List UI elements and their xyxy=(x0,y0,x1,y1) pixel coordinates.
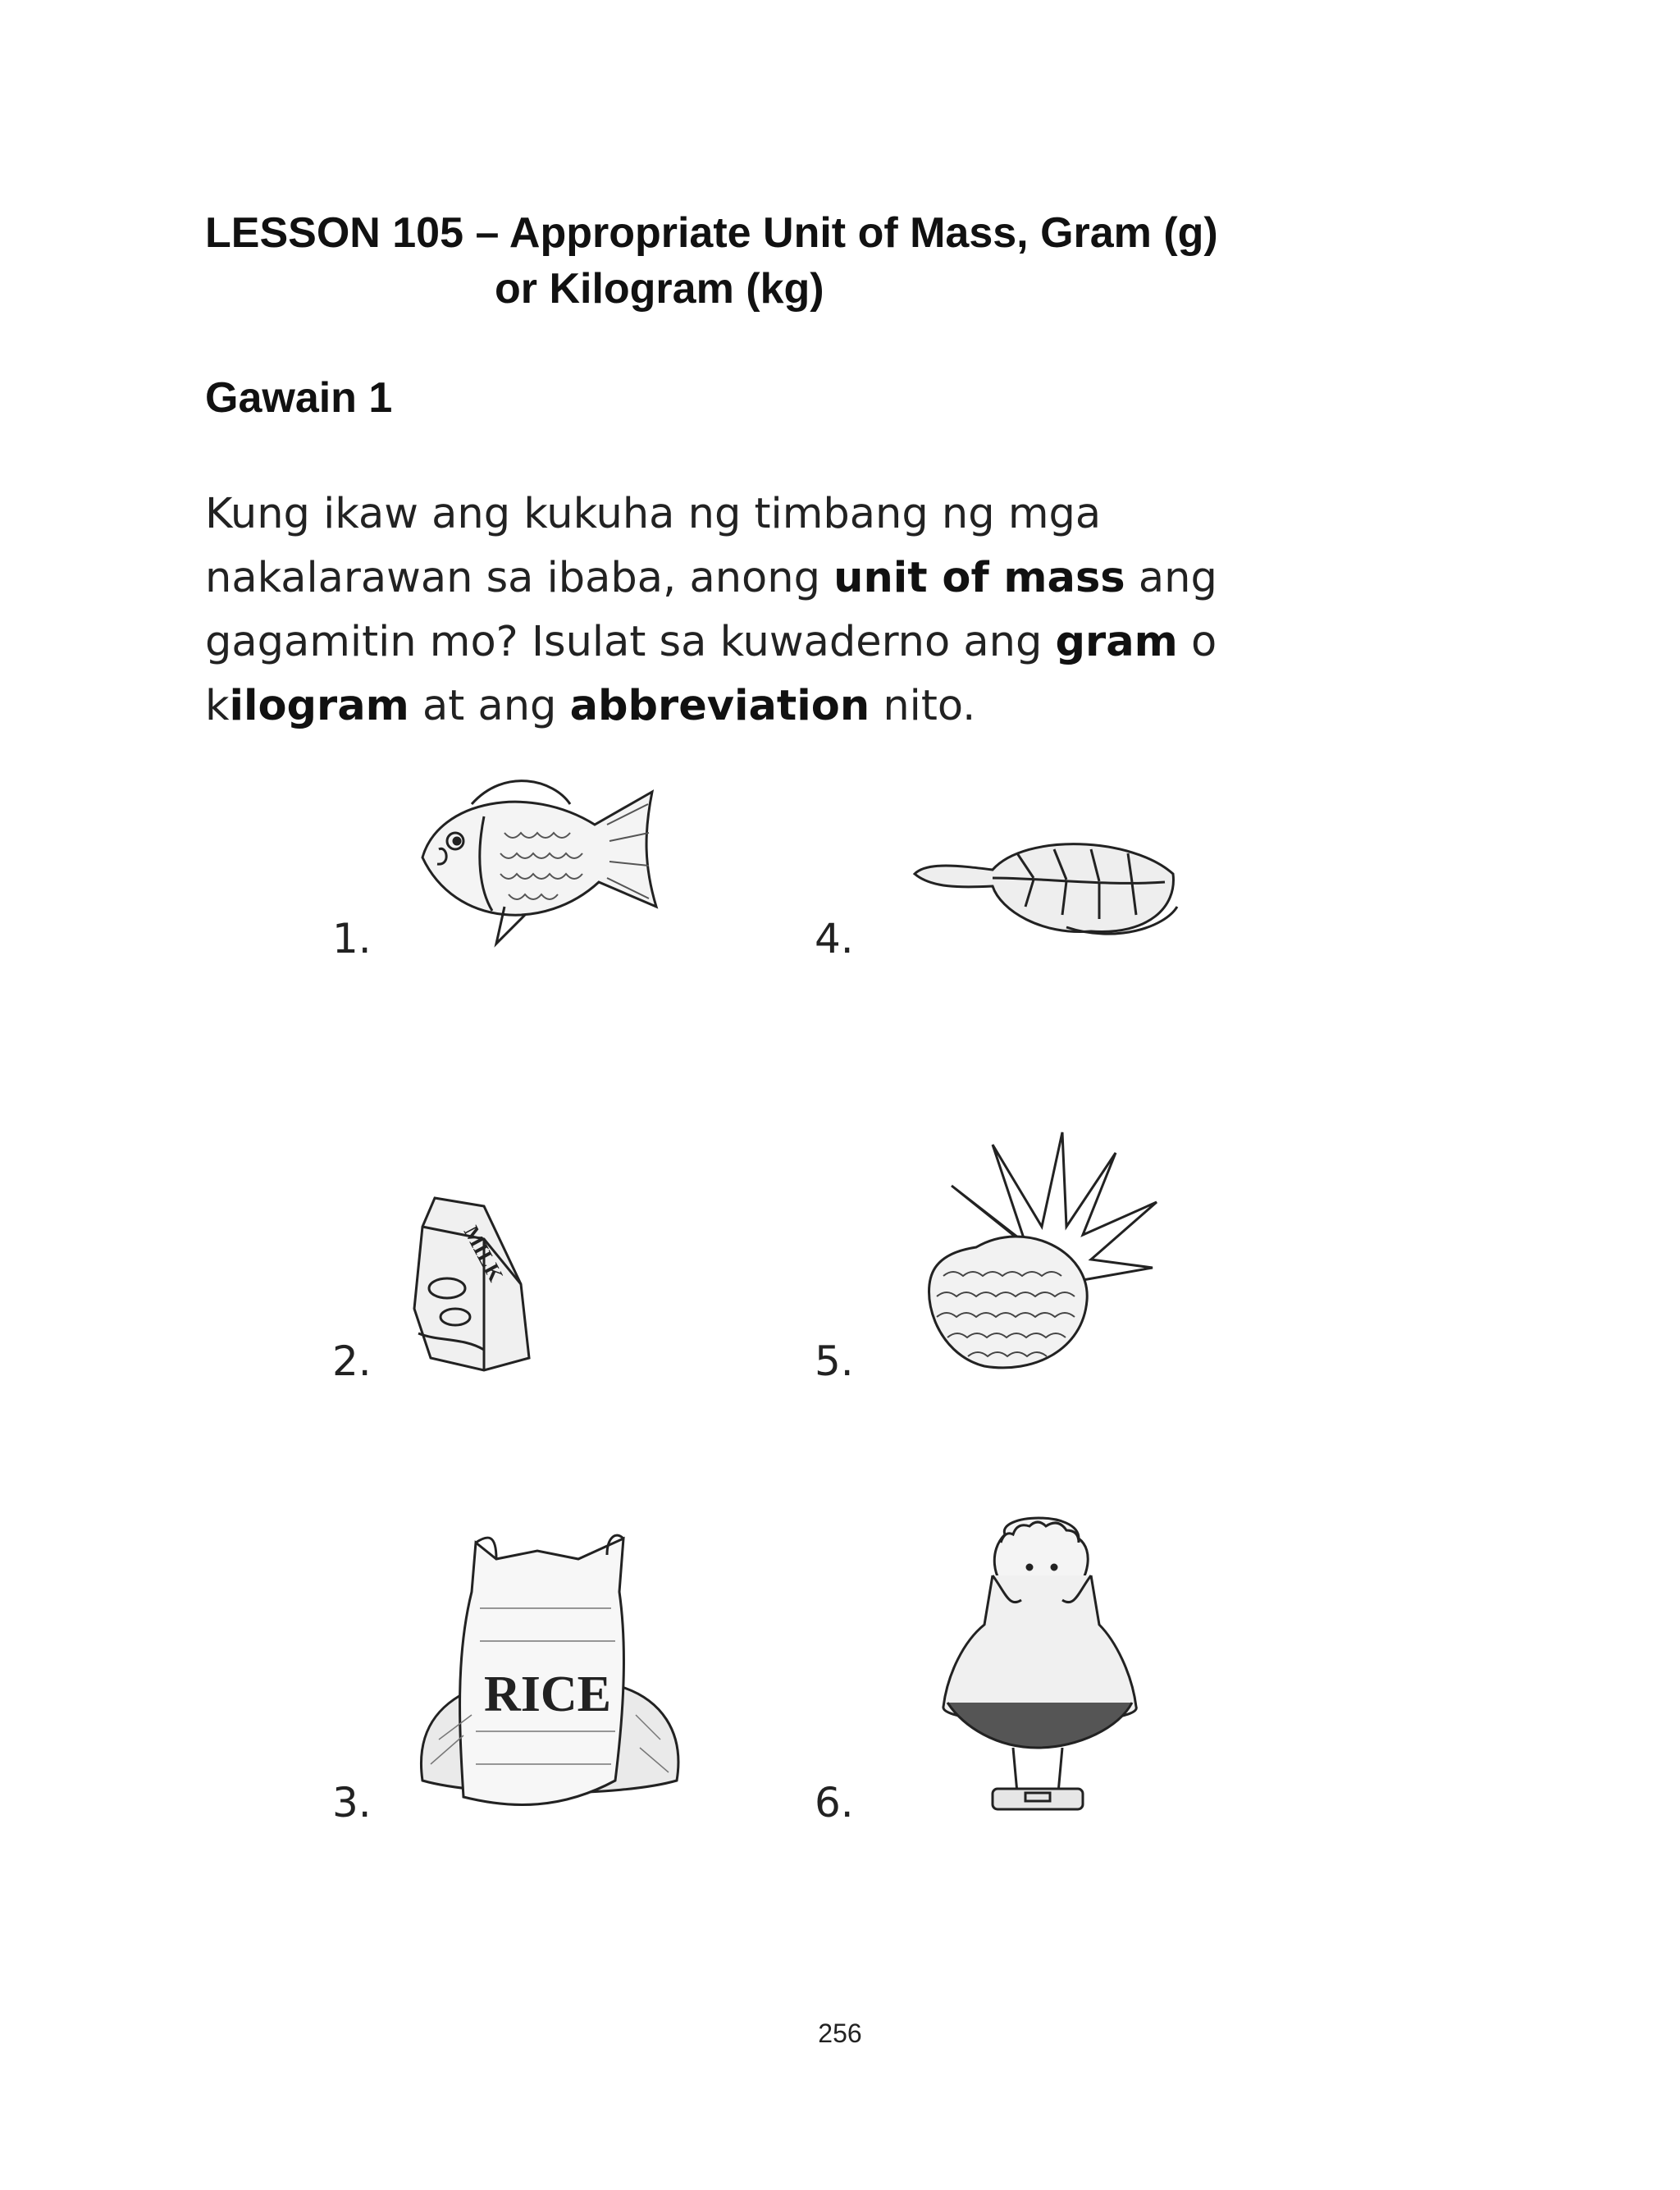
rice-sack-icon xyxy=(414,1526,685,1821)
instructions xyxy=(205,482,1354,738)
item-4-number: 4. xyxy=(815,915,854,962)
lesson-title xyxy=(205,205,1600,317)
instr-text-5: nito. xyxy=(870,682,976,730)
instr-text-4: at ang xyxy=(409,682,570,730)
instr-bold-abbreviation: abbreviation xyxy=(569,682,870,730)
instr-text-1: Kung ikaw ang kukuha ng timbang ng mga nakalarawan sa ibaba, anong xyxy=(205,490,1102,602)
pineapple-icon xyxy=(919,1128,1165,1374)
person-on-scale-icon xyxy=(915,1510,1169,1825)
item-3-number: 3. xyxy=(332,1779,372,1827)
lesson-title-line1: LESSON 105 – Appropriate Unit of Mass, Gram (g) xyxy=(205,209,1218,257)
rice-label: RICE xyxy=(484,1667,612,1722)
instr-text-3: o k xyxy=(205,618,1217,730)
instr-bold-kilogram: ilogram xyxy=(229,682,409,730)
activity-title: Gawain 1 xyxy=(205,374,393,422)
milk-label: MILK xyxy=(459,1222,509,1286)
page-number: 256 xyxy=(818,2019,862,2048)
item-1-number: 1. xyxy=(332,915,372,962)
instr-bold-unit-of-mass: unit of mass xyxy=(833,554,1125,602)
fish-icon xyxy=(406,767,669,959)
instr-text-2: ang gagamitin mo? Isulat sa kuwaderno ang xyxy=(205,554,1217,666)
lesson-title-line2: or Kilogram (kg) xyxy=(495,265,824,313)
item-5-number: 5. xyxy=(815,1337,854,1385)
leaf-icon xyxy=(902,829,1181,947)
milk-pack-icon xyxy=(406,1194,537,1382)
item-2-number: 2. xyxy=(332,1337,372,1385)
item-6-number: 6. xyxy=(815,1779,854,1827)
instr-bold-gram: gram xyxy=(1055,618,1178,666)
